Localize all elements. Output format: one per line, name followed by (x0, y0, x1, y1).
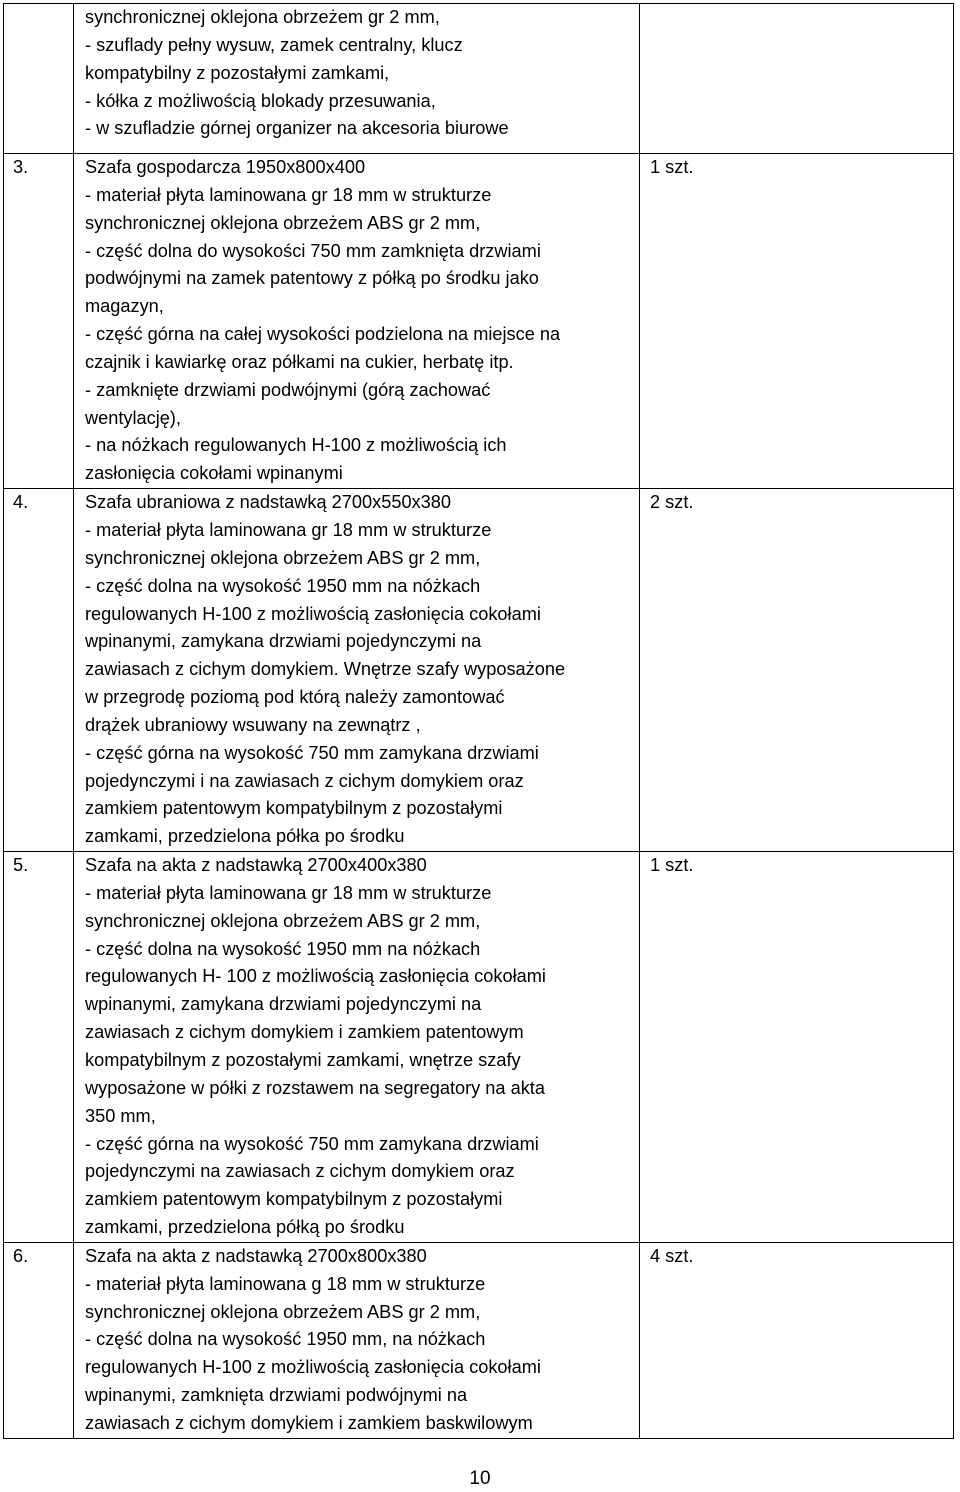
description-line: - w szufladzie górnej organizer na akcesoria biurowe (85, 118, 509, 139)
description-line: zasłonięcia cokołami wpinanymi (85, 463, 343, 484)
table-row (4, 4, 954, 154)
item-number (4, 4, 74, 154)
item-number: 4. (4, 489, 74, 852)
description-line: - szuflady pełny wysuw, zamek centralny, klucz (85, 34, 463, 55)
description-line: pojedynczymi i na zawiasach z cichym domykiem oraz (85, 770, 524, 791)
description-line: wpinanymi, zamknięta drzwiami podwójnymi na (85, 1385, 468, 1406)
description-line: drążek ubraniowy wsuwany na zewnątrz , (85, 714, 421, 735)
description-line: - część górna na wysokość 750 mm zamykana drzwiami (85, 1133, 539, 1154)
description-line: - materiał płyta laminowana gr 18 mm w strukturze (85, 882, 492, 903)
description-line: - materiał płyta laminowana gr 18 mm w strukturze (85, 519, 492, 540)
description-line: Szafa ubraniowa z nadstawką 2700x550x380 (85, 492, 452, 513)
description-line: zamkiem patentowym kompatybilnym z pozostałymi (85, 1189, 503, 1210)
description-line: regulowanych H-100 z możliwością zasłonięcia cokołami (85, 603, 541, 624)
table-row (4, 489, 954, 852)
description-line: - zamknięte drzwiami podwójnymi (górą zachować (85, 379, 491, 400)
description-line: - materiał płyta laminowana gr 18 mm w strukturze (85, 184, 492, 205)
description-line: synchronicznej oklejona obrzeżem gr 2 mm, (85, 7, 440, 27)
description-line: - na nóżkach regulowanych H-100 z możliwością ich (85, 435, 507, 456)
page-number: 10 (469, 1468, 491, 1489)
description-line: - część dolna do wysokości 750 mm zamknięta drzwiami (85, 240, 541, 261)
description-line: - materiał płyta laminowana g 18 mm w strukturze (85, 1273, 486, 1294)
description-line: zamkiem patentowym kompatybilnym z pozostałymi (85, 798, 503, 819)
item-description (74, 852, 640, 1243)
description-line: - część dolna na wysokość 1950 mm, na nóżkach (85, 1329, 486, 1350)
description-line: 350 mm, (85, 1105, 156, 1126)
item-quantity: 2 szt. (640, 489, 954, 852)
item-number: 5. (4, 852, 74, 1243)
description-line: synchronicznej oklejona obrzeżem ABS gr 2 mm, (85, 212, 481, 233)
description-line: zamkami, przedzielona półką po środku (85, 1217, 405, 1238)
description-line: wpinanymi, zamykana drzwiami pojedynczymi na (85, 631, 482, 652)
description-line: zawiasach z cichym domykiem i zamkiem patentowym (85, 1022, 524, 1043)
item-quantity: 1 szt. (640, 852, 954, 1243)
item-number: 6. (4, 1242, 74, 1438)
description-line: w przegrodę poziomą pod którą należy zamontować (85, 687, 505, 708)
description-line: zawiasach z cichym domykiem. Wnętrze szafy wyposażone (85, 659, 566, 680)
description-line: wentylację), (85, 407, 182, 428)
item-description (74, 489, 640, 852)
description-line: - część górna na wysokość 750 mm zamykana drzwiami (85, 742, 539, 763)
description-line: regulowanych H-100 z możliwością zasłonięcia cokołami (85, 1357, 541, 1378)
description-line: zamkami, przedzielona półka po środku (85, 826, 405, 847)
description-line: synchronicznej oklejona obrzeżem ABS gr 2 mm, (85, 910, 481, 931)
description-line: wpinanymi, zamykana drzwiami pojedynczymi na (85, 994, 482, 1015)
description-line: pojedynczymi na zawiasach z cichym domykiem oraz (85, 1161, 515, 1182)
table-row (4, 852, 954, 1243)
specification-table-body (4, 4, 954, 1439)
item-description (74, 154, 640, 489)
item-quantity (640, 4, 954, 154)
description-line: podwójnymi na zamek patentowy z półką po środku jako (85, 268, 539, 289)
description-line: kompatybilnym z pozostałymi zamkami, wnętrze szafy (85, 1050, 521, 1070)
description-line: Szafa na akta z nadstawką 2700x800x380 (85, 1245, 427, 1266)
description-line: Szafa na akta z nadstawką 2700x400x380 (85, 855, 427, 876)
table-row (4, 1242, 954, 1438)
description-line: - część dolna na wysokość 1950 mm na nóżkach (85, 575, 481, 596)
item-quantity: 4 szt. (640, 1242, 954, 1438)
description-line: synchronicznej oklejona obrzeżem ABS gr 2 mm, (85, 1301, 481, 1322)
description-line: zawiasach z cichym domykiem i zamkiem baskwilowym (85, 1412, 533, 1433)
item-number: 3. (4, 154, 74, 489)
description-line: magazyn, (85, 296, 164, 317)
description-line: - kółka z możliwością blokady przesuwania, (85, 90, 436, 111)
description-line: czajnik i kawiarkę oraz półkami na cukier, herbatę itp. (85, 351, 514, 372)
item-description (74, 1242, 640, 1438)
description-line: kompatybilny z pozostałymi zamkami, (85, 62, 390, 83)
table-row (4, 154, 954, 489)
description-line: Szafa gospodarcza 1950x800x400 (85, 157, 366, 177)
description-line: wyposażone w półki z rozstawem na segregatory na akta (85, 1077, 545, 1098)
description-line: synchronicznej oklejona obrzeżem ABS gr 2 mm, (85, 547, 481, 568)
item-description (74, 4, 640, 154)
item-quantity: 1 szt. (640, 154, 954, 489)
specification-table (3, 3, 954, 1439)
description-line: regulowanych H- 100 z możliwością zasłonięcia cokołami (85, 966, 546, 987)
description-line: - część dolna na wysokość 1950 mm na nóżkach (85, 938, 481, 959)
description-line: - część górna na całej wysokości podzielona na miejsce na (85, 324, 561, 345)
